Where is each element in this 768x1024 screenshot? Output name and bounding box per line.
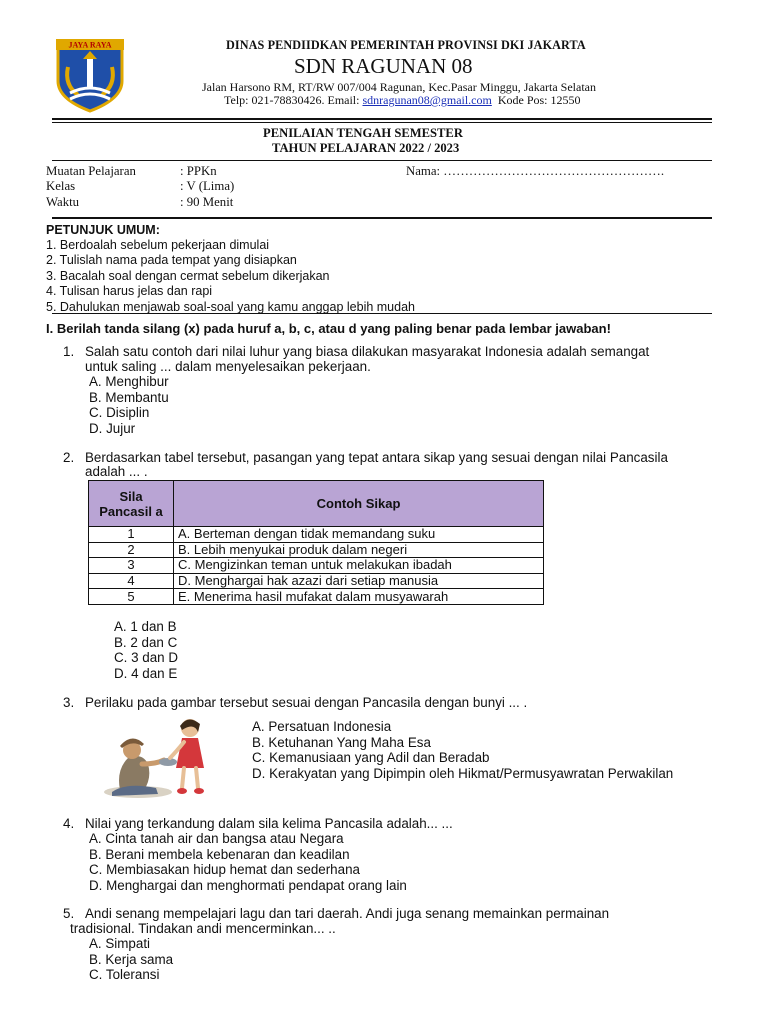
answer-option[interactable]: B. Ketuhanan Yang Maha Esa [252, 734, 431, 750]
table-cell-attitude: C. Mengizinkan teman untuk melakukan ibadah [174, 558, 544, 574]
email-link[interactable]: sdnragunan08@gmail.com [362, 93, 492, 107]
table-cell-attitude: B. Lebih menyukai produk dalam negeri [174, 542, 544, 558]
answer-option[interactable]: C. Membiasakan hidup hemat dan sederhana [89, 862, 360, 877]
table-cell-attitude: D. Menghargai hak azazi dari setiap manusia [174, 573, 544, 589]
answer-option[interactable]: B. Membantu [89, 389, 169, 405]
instruction-item: 1. Berdoalah sebelum pekerjaan dimulai [46, 238, 270, 252]
instructions-divider [52, 313, 712, 314]
answer-option[interactable]: C. Kemanusiaan yang Adil dan Beradab [252, 750, 490, 765]
question-number: 1. [63, 344, 75, 359]
question-text: Berdasarkan tabel tersebut, pasangan yang tepat antara sikap yang sesuai dengan nilai Pancasila [85, 450, 668, 465]
time-label: Waktu [46, 195, 80, 209]
answer-option[interactable]: D. Kerakyatan yang Dipimpin oleh Hikmat/Permusyawratan Perwakilan [252, 765, 674, 781]
table-cell-number: 3 [89, 558, 174, 574]
table-row [89, 589, 544, 605]
question-text: Andi senang mempelajari lagu dan tari daerah. Andi juga senang memainkan permainan [85, 906, 610, 921]
question-text: Perilaku pada gambar tersebut sesuai dengan Pancasila dengan bunyi ... . [85, 695, 528, 710]
option-list [89, 936, 173, 983]
postal-code: Kode Pos: 12550 [497, 93, 581, 107]
question-text: Salah satu contoh dari nilai luhur yang biasa dilakukan masyarakat Indonesia adalah semangat [85, 344, 650, 359]
instructions-title: PETUNJUK UMUM: [46, 223, 160, 237]
subject-value: : PPKn [180, 164, 217, 178]
header-divider-thin [52, 122, 712, 123]
question-text: untuk saling ... dalam menyelesaikan pekerjaan. [85, 359, 371, 374]
header-divider-thick [52, 118, 712, 120]
name-field[interactable]: Nama: ……………………………………………. [406, 164, 665, 178]
class-label: Kelas [46, 179, 76, 193]
question-number: 4. [63, 816, 75, 831]
table-cell-number: 2 [89, 542, 174, 558]
question-number: 3. [63, 695, 75, 710]
question-number: 2. [63, 450, 75, 465]
answer-option[interactable]: A. Cinta tanah air dan bangsa atau Negara [89, 831, 344, 846]
school-address: Jalan Harsono RM, RT/RW 007/004 Ragunan, Kec.Pasar Minggu, Jakarta Selatan [202, 80, 596, 94]
instruction-item: 2. Tulislah nama pada tempat yang disiapkan [46, 253, 297, 268]
answer-option[interactable]: D. Menghargai dan menghormati pendapat orang lain [89, 877, 407, 893]
section-title: I. Berilah tanda silang (x) pada huruf a, b, c, atau d yang paling benar pada lembar jawaban! [46, 321, 611, 336]
answer-option[interactable]: D. Jujur [89, 420, 136, 436]
answer-option[interactable]: C. 3 dan D [114, 650, 179, 665]
table-header-contoh: Contoh Sikap [174, 481, 544, 527]
table-cell-number: 1 [89, 527, 174, 543]
answer-option[interactable]: A. Menghibur [89, 374, 169, 389]
answer-option[interactable]: B. Berani membela kebenaran dan keadilan [89, 846, 350, 862]
question-text: tradisional. Tindakan andi mencerminkan... .. [70, 921, 336, 936]
answer-option[interactable]: C. Toleransi [89, 967, 160, 982]
table-row [89, 542, 544, 558]
agency-name: DINAS PENDIIDKAN PEMERINTAH PROVINSI DKI JAKARTA [226, 38, 586, 52]
charity-illustration [98, 712, 228, 800]
question-text: adalah ... . [85, 464, 148, 479]
contact-line [224, 93, 581, 108]
answer-option[interactable]: B. Kerja sama [89, 951, 174, 967]
phone-email-label: Telp: 021-78830426. Email: [224, 93, 363, 107]
title-divider [52, 160, 712, 161]
sila-table [88, 480, 544, 605]
answer-option[interactable]: A. 1 dan B [114, 619, 177, 634]
answer-option[interactable]: B. 2 dan C [114, 634, 178, 650]
table-header-row [89, 481, 544, 527]
option-list [252, 719, 673, 781]
table-cell-attitude: A. Berteman dengan tidak memandang suku [174, 527, 544, 543]
subject-label: Muatan Pelajaran [46, 164, 136, 178]
table-cell-number: 4 [89, 573, 174, 589]
info-divider [52, 217, 712, 219]
exam-title: PENILAIAN TENGAH SEMESTER [263, 126, 463, 140]
instruction-item: 3. Bacalah soal dengan cermat sebelum dikerjakan [46, 268, 330, 283]
exam-year: TAHUN PELAJARAN 2022 / 2023 [272, 141, 460, 155]
question-text: Nilai yang terkandung dalam sila kelima Pancasila adalah... ... [85, 816, 453, 831]
answer-option[interactable]: A. Persatuan Indonesia [252, 719, 392, 734]
class-value: : V (Lima) [180, 179, 235, 193]
table-row [89, 573, 544, 589]
answer-option[interactable]: D. 4 dan E [114, 665, 178, 681]
dki-jakarta-logo [52, 37, 128, 113]
instruction-item: 4. Tulisan harus jelas dan rapi [46, 284, 213, 299]
logo-banner: JAYA RAYA [68, 40, 112, 50]
table-row [89, 527, 544, 543]
instructions-list [46, 238, 415, 315]
table-header-sila: Sila Pancasil a [89, 481, 174, 527]
option-list [89, 374, 169, 436]
school-name: SDN RAGUNAN 08 [294, 54, 473, 78]
table-cell-attitude: E. Menerima hasil mufakat dalam musyawarah [174, 589, 544, 605]
answer-option[interactable]: C. Disiplin [89, 405, 150, 420]
option-list [114, 619, 178, 681]
table-cell-number: 5 [89, 589, 174, 605]
question-number: 5. [63, 906, 75, 921]
instruction-item: 5. Dahulukan menjawab soal-soal yang kamu anggap lebih mudah [46, 299, 415, 314]
option-list [89, 831, 407, 893]
time-value: : 90 Menit [180, 195, 234, 209]
table-row [89, 558, 544, 574]
answer-option[interactable]: A. Simpati [89, 936, 151, 951]
